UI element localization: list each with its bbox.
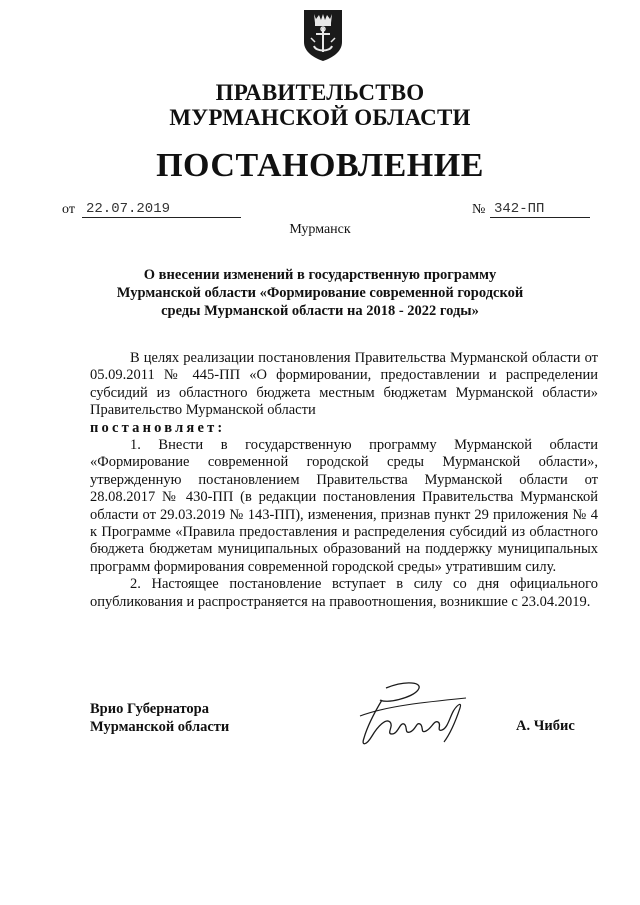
signatory-title-line1: Врио Губернатора	[90, 701, 209, 717]
intro-text: В целях реализации постановления Правительства Мурманской области от 05.09.2011 № 445-ПП «О формировании, предоставлении и распределении субсидий из областного бюджета местным бюджетам Мурманской области» Правительство Мурманской области	[90, 350, 598, 419]
signatory-name: А. Чибис	[516, 718, 575, 734]
date-prefix: от	[62, 202, 75, 217]
signatory-title	[90, 700, 229, 736]
document-body	[90, 350, 598, 611]
item-1-paragraph: 1. Внести в государственную программу Мурманской области «Формирование современной городской среды Мурманской области», утвержденную постановлением Правительства Мурманской области от 28.08.2017 № 430-ПП (в редакции постановления Правительства Мурманской области от 29.03.2019 № 143-ПП), изменения, признав пункт 29 приложения № 4 к Программе «Правила предоставления и распределения субсидий из областного бюджета бюджетам муниципальных образований на поддержку муниципальных программ формирования современной городской среды» утратившим силу.	[90, 437, 598, 575]
item-2-paragraph: 2. Настоящее постановление вступает в силу со дня официального опубликования и распространяется на правоотношения, возникшие с 23.04.2019.	[90, 576, 598, 610]
date-number-row	[62, 202, 588, 222]
signatory-title-line2: Мурманской области	[90, 719, 230, 735]
intro-paragraph	[90, 350, 598, 437]
document-subject: О внесении изменений в государственную программу Мурманской области «Формирование современной городской среды Мурманской области на 2018 - 2022 годы»	[116, 267, 524, 319]
document-type-title: ПОСТАНОВЛЕНИЕ	[156, 147, 484, 184]
coat-of-arms-icon	[302, 8, 344, 62]
government-name-line1: ПРАВИТЕЛЬСТВО	[215, 80, 425, 105]
document-number: 342-ПП	[490, 201, 590, 218]
resolves-word: постановляет:	[90, 419, 226, 436]
document-date: 22.07.2019	[82, 201, 241, 218]
number-prefix: №	[472, 202, 486, 217]
document-city: Мурманск	[289, 222, 351, 237]
government-name-line2: МУРМАНСКОЙ ОБЛАСТИ	[169, 105, 471, 130]
handwritten-signature	[346, 676, 476, 756]
